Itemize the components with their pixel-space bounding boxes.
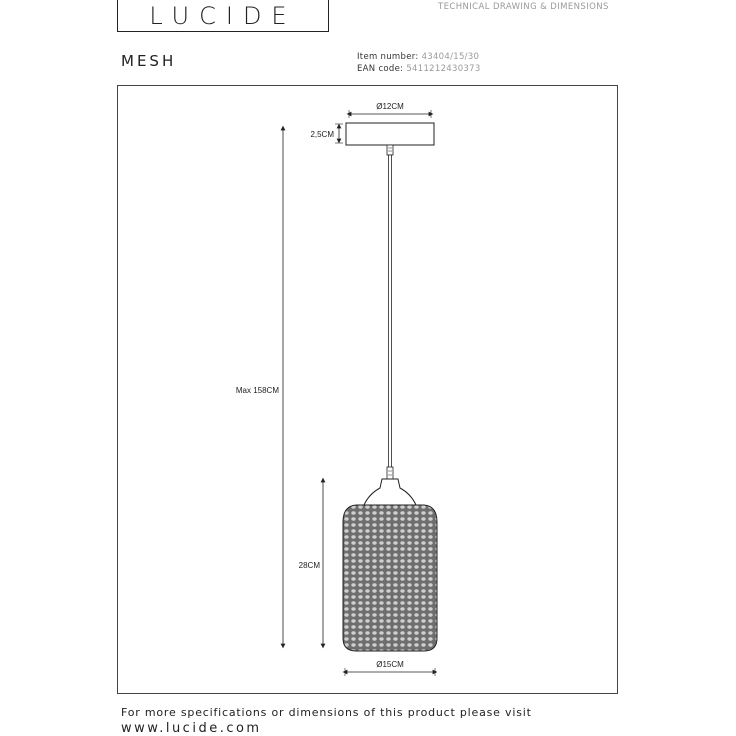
max-height-label: Max 158CM [235,386,279,395]
canopy-diameter-label: Ø12CM [376,102,404,111]
shade-height-label: 28CM [298,561,320,570]
header-caption: TECHNICAL DRAWING & DIMENSIONS [438,2,609,12]
footer-text: For more specifications or dimensions of this product please visit [121,706,532,719]
ean-value: 5411212430373 [406,64,481,74]
canopy-height-label: 2,5CM [310,130,334,139]
cord-grip-bottom [387,467,393,479]
mesh-shade [343,505,437,651]
canopy [346,123,434,145]
ean-label: EAN code: [357,64,404,74]
suspension-cable [389,155,392,471]
shade-diameter-label: Ø15CM [376,660,404,669]
brand-logo: LUCIDE [149,2,297,30]
shade-neck [364,479,416,505]
cord-grip-top [387,145,393,155]
item-number-value: 43404/15/30 [421,52,480,62]
product-name: MESH [121,52,177,70]
item-number-label: Item number: [357,52,419,62]
website-link[interactable]: www.lucide.com [121,721,262,736]
